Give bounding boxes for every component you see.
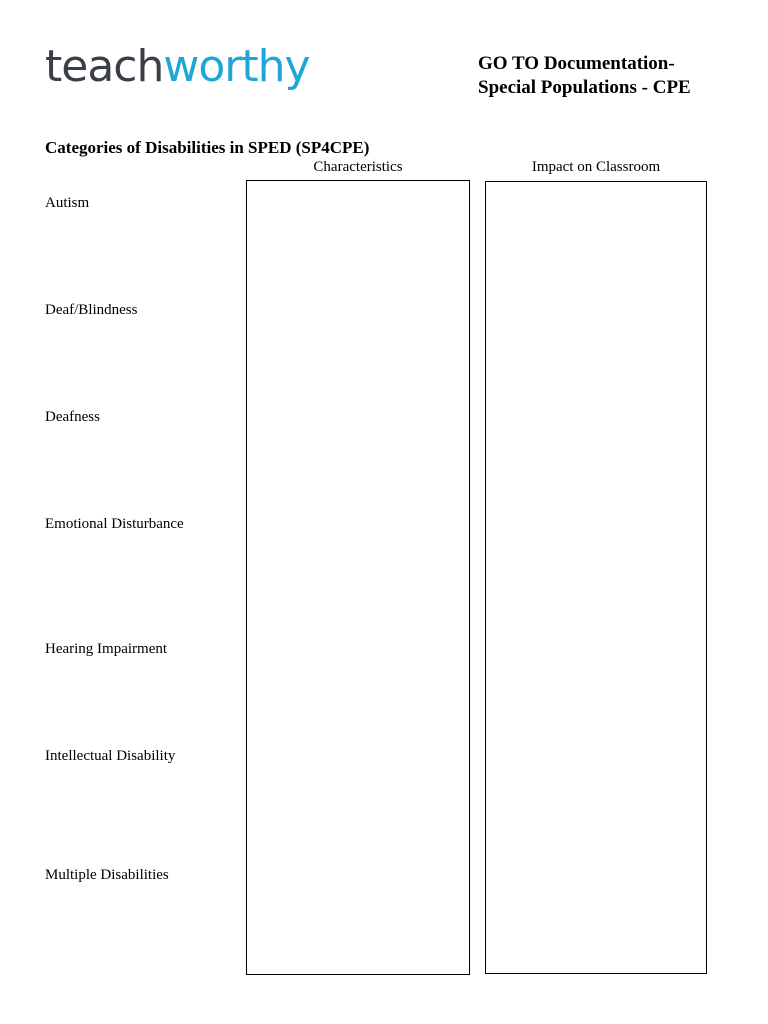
logo-text-teach: teach (45, 41, 164, 92)
logo-text-worthy: worthy (163, 41, 310, 92)
category-autism: Autism (45, 195, 90, 211)
section-heading: Categories of Disabilities in SPED (SP4CPE) (45, 138, 370, 157)
teachworthy-logo (45, 40, 325, 104)
category-deafness: Deafness (45, 409, 100, 425)
impact-on-classroom-box[interactable] (485, 181, 707, 974)
column-header-characteristics: Characteristics (313, 159, 403, 175)
column-header-impact: Impact on Classroom (531, 159, 661, 175)
svg-text:teachworthy (45, 41, 310, 92)
category-multiple-disabilities: Multiple Disabilities (45, 867, 169, 883)
document-title (478, 52, 758, 100)
category-hearing-impairment: Hearing Impairment (45, 641, 168, 657)
category-emotional-disturbance: Emotional Disturbance (45, 516, 184, 532)
document-title-line-1: GO TO Documentation- (478, 53, 675, 74)
category-deaf-blindness: Deaf/Blindness (45, 302, 138, 318)
document-title-line-2: Special Populations - CPE (478, 77, 691, 98)
characteristics-box[interactable] (246, 180, 470, 975)
category-intellectual-disability: Intellectual Disability (45, 748, 176, 764)
